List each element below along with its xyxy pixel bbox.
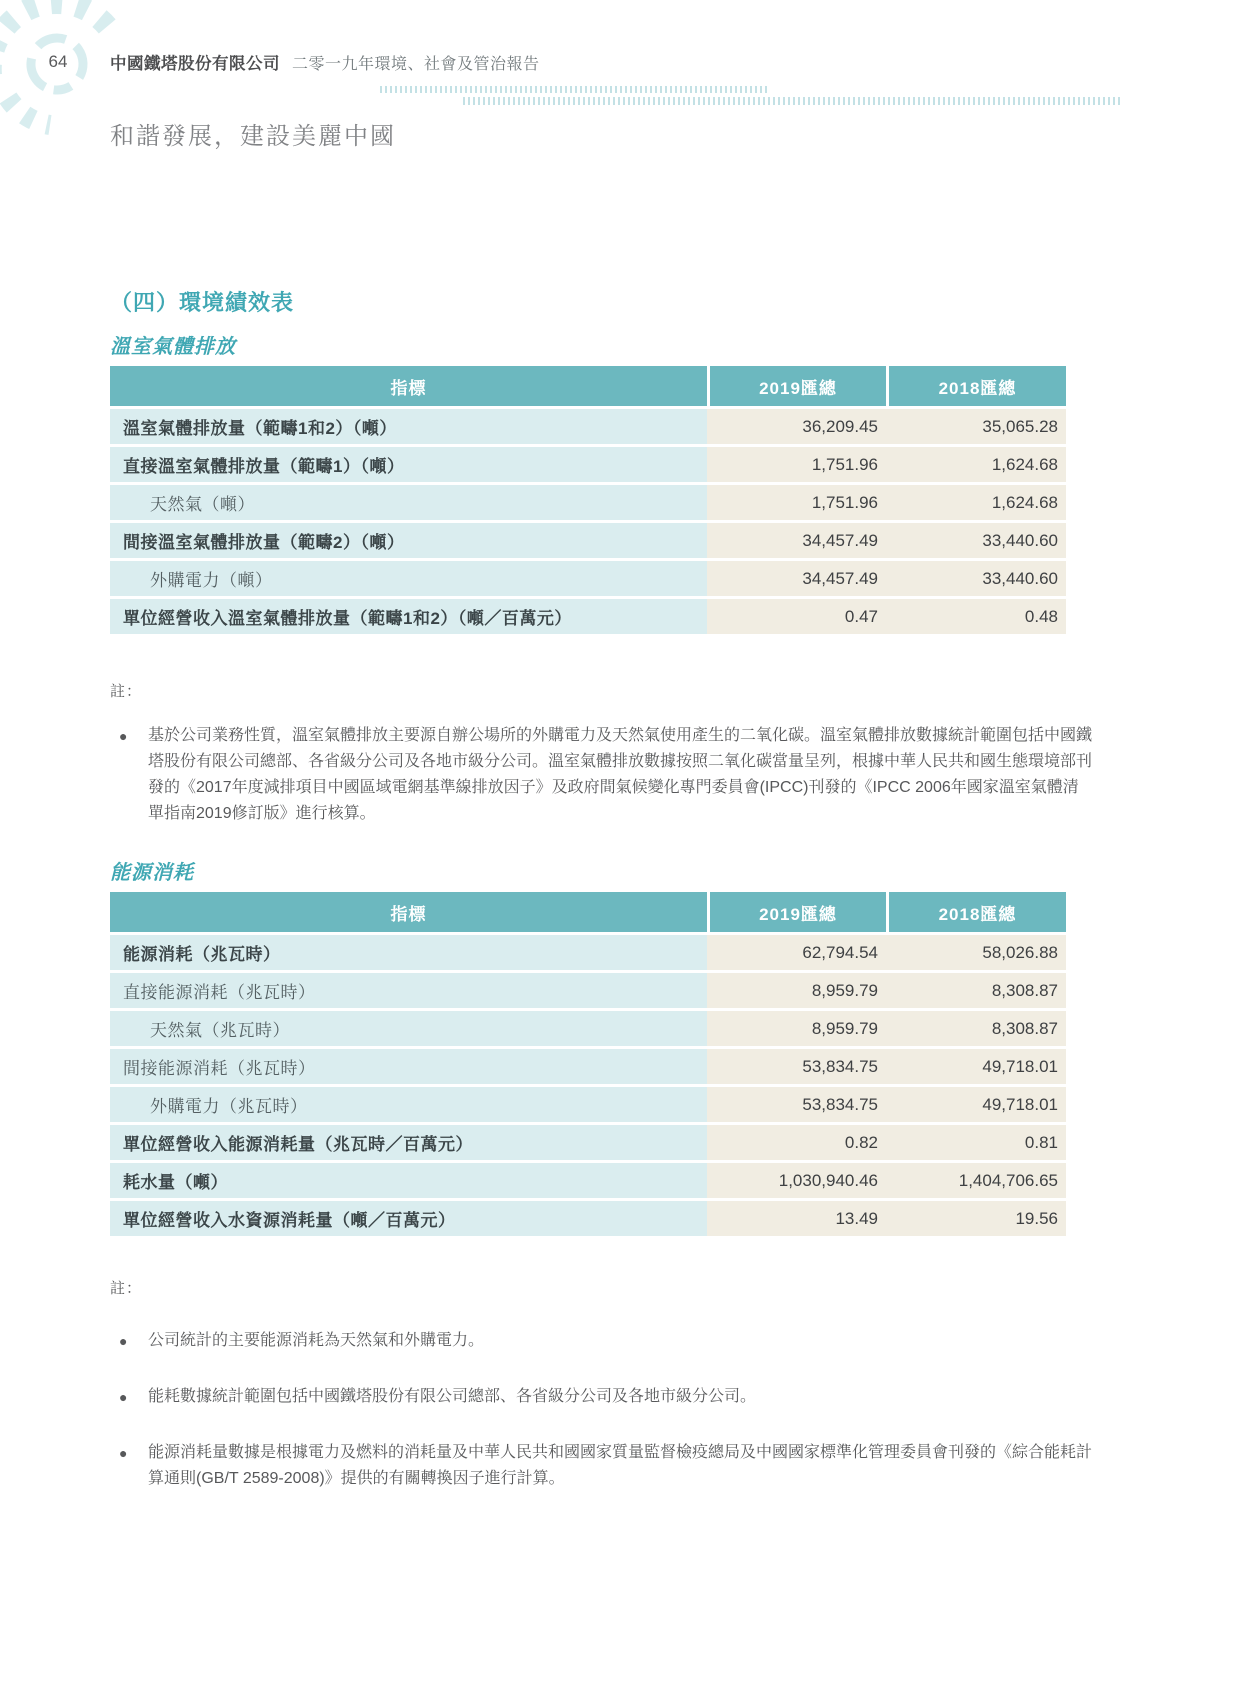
company-name: 中國鐵塔股份有限公司 (110, 55, 280, 73)
row-label: 能源消耗（兆瓦時） (110, 935, 707, 970)
value-2018: 0.81 (886, 1125, 1066, 1160)
value-2019: 34,457.49 (707, 561, 886, 596)
value-2018: 1,404,706.65 (886, 1163, 1066, 1198)
note-item (110, 723, 1150, 827)
row-label: 溫室氣體排放量（範疇1和2）（噸） (110, 409, 707, 444)
column-header-indicator: 指標 (110, 892, 707, 932)
value-2018: 8,308.87 (886, 973, 1066, 1008)
table-row (110, 1011, 1066, 1046)
table-row (110, 523, 1066, 558)
chapter-slogan: 和諧發展，建設美麗中國 (110, 123, 396, 150)
column-header-2019: 2019匯總 (707, 366, 886, 406)
value-2018: 49,718.01 (886, 1049, 1066, 1084)
bullet-icon: ● (119, 1333, 128, 1349)
energy-header-row (110, 892, 1066, 932)
value-2019: 0.47 (707, 599, 886, 634)
note-text: 公司統計的主要能源消耗為天然氣和外購電力。 (148, 1332, 485, 1349)
row-label: 單位經營收入水資源消耗量（噸／百萬元） (110, 1201, 707, 1236)
value-2018: 49,718.01 (886, 1087, 1066, 1122)
value-2018: 33,440.60 (886, 561, 1066, 596)
note-item (110, 1384, 1150, 1410)
value-2018: 1,624.68 (886, 447, 1066, 482)
document-header (110, 50, 540, 74)
row-label: 外購電力（兆瓦時） (110, 1087, 707, 1122)
value-2018: 19.56 (886, 1201, 1066, 1236)
row-label: 間接溫室氣體排放量（範疇2）（噸） (110, 523, 707, 558)
dotted-strip-icon (380, 86, 768, 93)
value-2018: 58,026.88 (886, 935, 1066, 970)
note-item (110, 1328, 1150, 1354)
value-2018: 0.48 (886, 599, 1066, 634)
note-item (110, 1440, 1150, 1492)
corner-circle-decor-icon (0, 0, 180, 180)
value-2019: 36,209.45 (707, 409, 886, 444)
row-label: 單位經營收入能源消耗量（兆瓦時／百萬元） (110, 1125, 707, 1160)
section-title: （四）環境績效表 (110, 290, 295, 315)
row-label: 天然氣（兆瓦時） (110, 1011, 707, 1046)
table-row (110, 1163, 1066, 1198)
value-2018: 35,065.28 (886, 409, 1066, 444)
ghg-table (110, 363, 1066, 637)
value-2019: 1,030,940.46 (707, 1163, 886, 1198)
value-2019: 8,959.79 (707, 1011, 886, 1046)
bullet-icon: ● (119, 1445, 128, 1461)
table-row (110, 485, 1066, 520)
ghg-header-row (110, 366, 1066, 406)
row-label: 單位經營收入溫室氣體排放量（範疇1和2）（噸／百萬元） (110, 599, 707, 634)
value-2019: 13.49 (707, 1201, 886, 1236)
bullet-icon: ● (119, 1389, 128, 1405)
note-text: 能源消耗量數據是根據電力及燃料的消耗量及中華人民共和國國家質量監督檢疫總局及中國國家標準化管理委員會刊發的《綜合能耗計算通則(GB/T 2589-2008)》提供的有關轉換因子進行計算。 (148, 1444, 1093, 1487)
value-2019: 53,834.75 (707, 1049, 886, 1084)
row-label: 天然氣（噸） (110, 485, 707, 520)
value-2019: 34,457.49 (707, 523, 886, 558)
row-label: 間接能源消耗（兆瓦時） (110, 1049, 707, 1084)
column-header-2018: 2018匯總 (886, 366, 1066, 406)
column-header-2019: 2019匯總 (707, 892, 886, 932)
ghg-notes (110, 680, 1150, 857)
energy-table-title: 能源消耗 (110, 862, 194, 884)
row-label: 直接溫室氣體排放量（範疇1）（噸） (110, 447, 707, 482)
note-label: 註： (110, 683, 143, 700)
report-title: 二零一九年環境、社會及管治報告 (292, 56, 540, 73)
table-row (110, 1201, 1066, 1236)
dotted-strip-icon (463, 97, 1123, 105)
page-number: 64 (48, 52, 68, 71)
table-row (110, 1125, 1066, 1160)
table-row (110, 599, 1066, 634)
table-row (110, 973, 1066, 1008)
energy-table (110, 889, 1066, 1239)
value-2019: 0.82 (707, 1125, 886, 1160)
table-row (110, 1087, 1066, 1122)
value-2018: 33,440.60 (886, 523, 1066, 558)
value-2019: 62,794.54 (707, 935, 886, 970)
table-row (110, 1049, 1066, 1084)
table-row (110, 447, 1066, 482)
row-label: 外購電力（噸） (110, 561, 707, 596)
value-2019: 8,959.79 (707, 973, 886, 1008)
ghg-table-title: 溫室氣體排放 (110, 336, 236, 358)
value-2018: 8,308.87 (886, 1011, 1066, 1046)
row-label: 耗水量（噸） (110, 1163, 707, 1198)
table-row (110, 935, 1066, 970)
table-row (110, 561, 1066, 596)
note-text: 基於公司業務性質，溫室氣體排放主要源自辦公場所的外購電力及天然氣使用產生的二氧化碳。溫室氣體排放數據統計範圍包括中國鐵塔股份有限公司總部、各省級分公司及各地市級分公司。溫室氣體排放數據按照二氧化碳當量呈列，根據中華人民共和國生態環境部刊發的《2017年度減排項目中國區域電網基準線排放因子》及政府間氣候變化專門委員會(IPCC)刊發的《IPCC 2006年國家溫室氣體清單指南2019修訂版》進行核算。 (148, 727, 1093, 822)
energy-notes (110, 1277, 1150, 1522)
table-row (110, 409, 1066, 444)
row-label: 直接能源消耗（兆瓦時） (110, 973, 707, 1008)
bullet-icon: ● (119, 728, 128, 744)
note-label: 註： (110, 1280, 143, 1297)
column-header-indicator: 指標 (110, 366, 707, 406)
value-2019: 1,751.96 (707, 485, 886, 520)
value-2019: 53,834.75 (707, 1087, 886, 1122)
note-text: 能耗數據統計範圍包括中國鐵塔股份有限公司總部、各省級分公司及各地市級分公司。 (148, 1388, 757, 1405)
value-2018: 1,624.68 (886, 485, 1066, 520)
column-header-2018: 2018匯總 (886, 892, 1066, 932)
value-2019: 1,751.96 (707, 447, 886, 482)
